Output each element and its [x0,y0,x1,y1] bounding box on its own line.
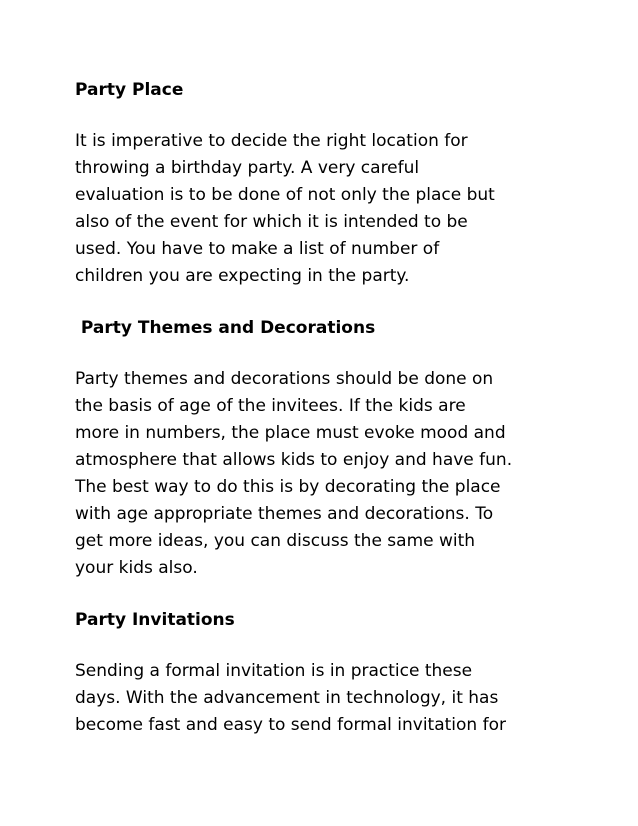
text-line: the basis of age of the invitees. If the kids are [75,396,466,416]
text-line: with age appropriate themes and decorations. To [75,504,494,524]
paragraph-party-place [75,128,582,290]
text-line: throwing a birthday party. A very careful [75,158,420,178]
text-line: days. With the advancement in technology, it has [75,688,499,708]
paragraph-party-invitations [75,658,582,739]
text-line: get more ideas, you can discuss the same with [75,531,476,551]
heading-party-invitations: Party Invitations [75,610,235,630]
text-line: It is imperative to decide the right location for [75,131,468,151]
text-line: more in numbers, the place must evoke mood and [75,423,506,443]
text-line: become fast and easy to send formal invitation for [75,715,506,735]
text-line: also of the event for which it is intended to be [75,212,468,232]
text-line: your kids also. [75,558,198,578]
text-line: used. You have to make a list of number of [75,239,440,259]
text-line: The best way to do this is by decorating the place [75,477,501,497]
text-line: atmosphere that allows kids to enjoy and have fun. [75,450,513,470]
text-line: Sending a formal invitation is in practice these [75,661,473,681]
text-line: Party themes and decorations should be done on [75,369,494,389]
text-line: children you are expecting in the party. [75,266,410,286]
text-line: evaluation is to be done of not only the place but [75,185,495,205]
paragraph-party-themes [75,366,582,582]
heading-party-themes: Party Themes and Decorations [75,318,376,338]
heading-party-place: Party Place [75,80,184,100]
